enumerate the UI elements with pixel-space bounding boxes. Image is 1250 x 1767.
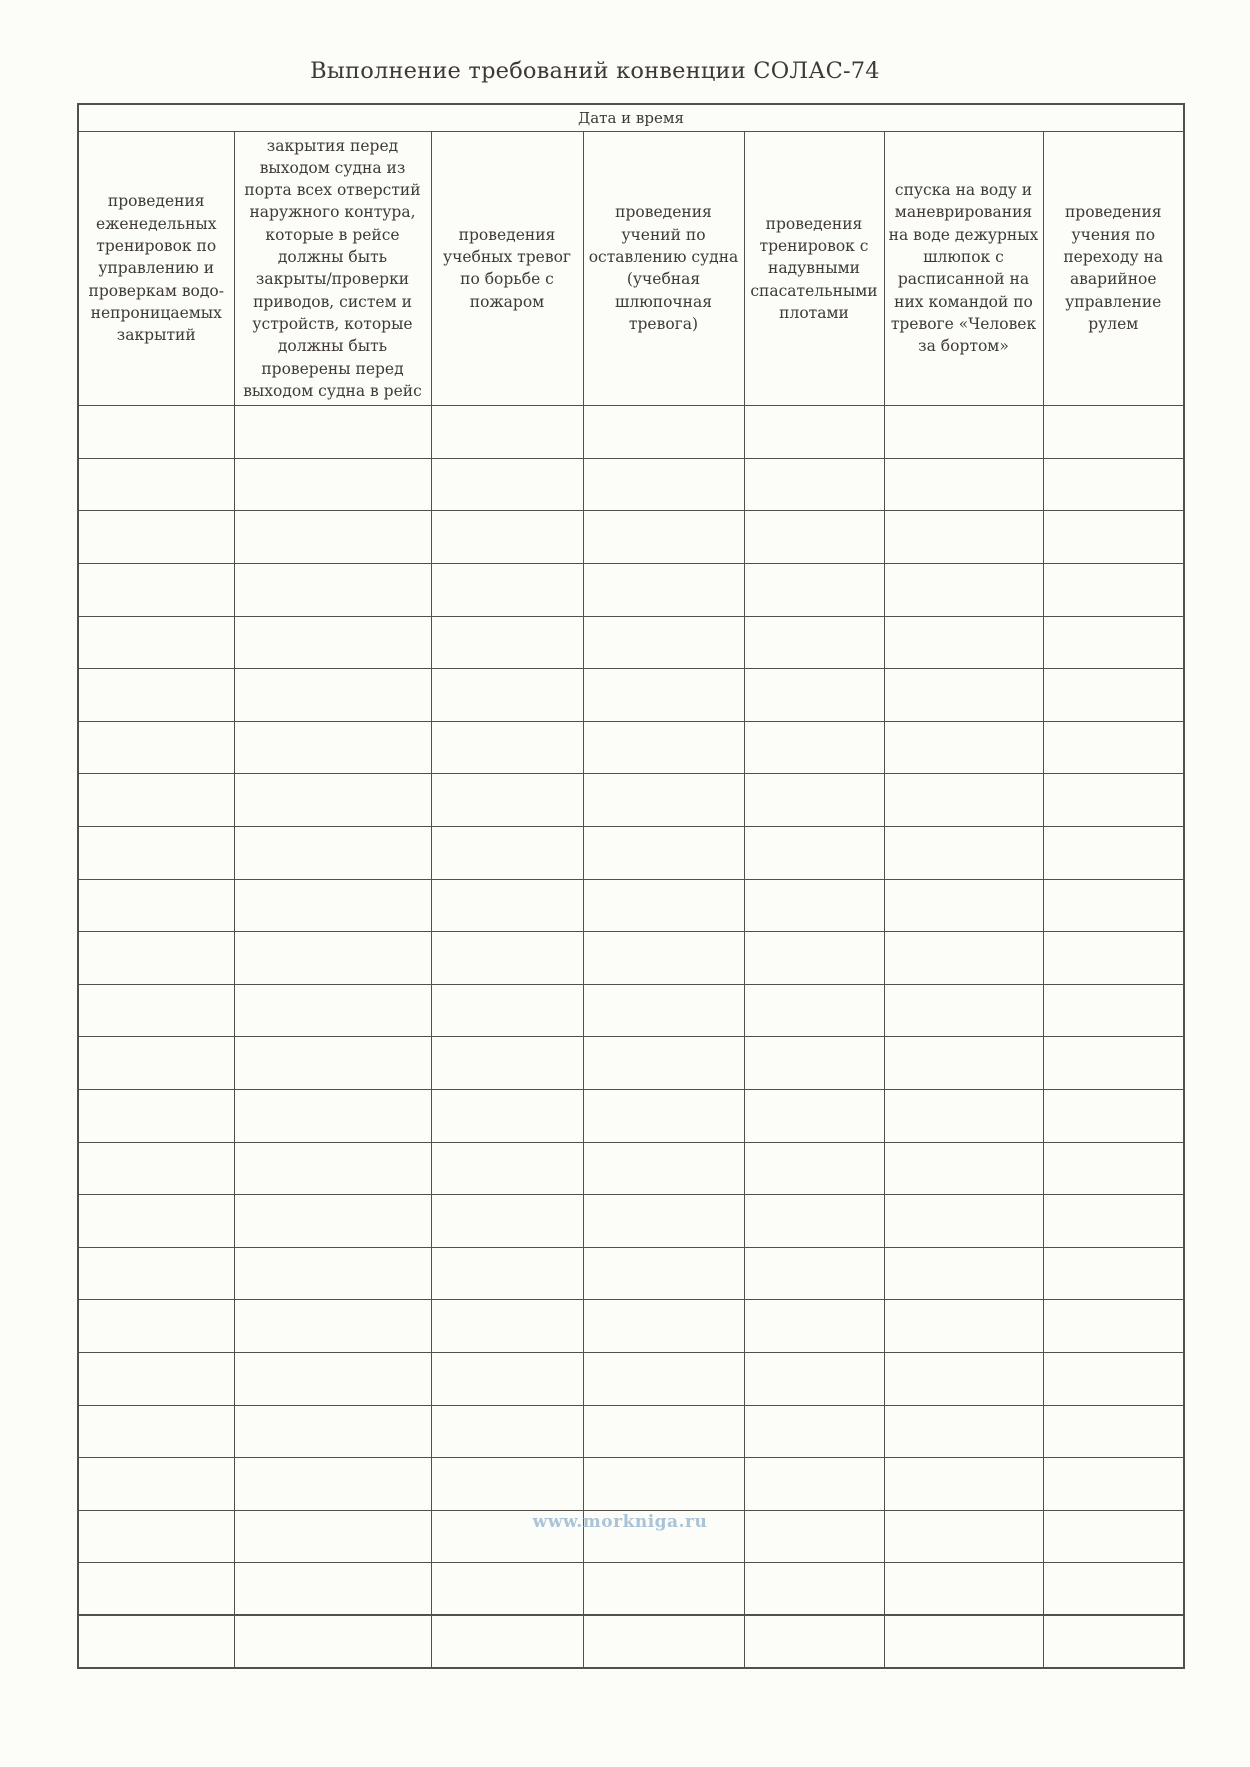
- empty-cell: [744, 406, 884, 459]
- empty-cell: [884, 669, 1043, 722]
- empty-cell: [431, 721, 583, 774]
- empty-cell: [884, 984, 1043, 1037]
- empty-cell: [583, 406, 744, 459]
- empty-cell: [884, 1247, 1043, 1300]
- table-row: [78, 827, 1184, 880]
- empty-cell: [884, 1405, 1043, 1458]
- column-header-weekly-watertight-drills: проведения еженедельных тренировок по управлению и проверкам водо-непроницаемых закрытий: [78, 131, 234, 406]
- empty-cell: [1043, 458, 1184, 511]
- empty-cell: [78, 406, 234, 459]
- empty-cell: [884, 1563, 1043, 1616]
- empty-cell: [744, 669, 884, 722]
- empty-cell: [1043, 1195, 1184, 1248]
- empty-cell: [431, 458, 583, 511]
- empty-cell: [583, 1142, 744, 1195]
- table-row: [78, 1405, 1184, 1458]
- empty-cell: [234, 1510, 431, 1563]
- table-row: [78, 1195, 1184, 1248]
- empty-cell: [583, 721, 744, 774]
- empty-cell: [1043, 1458, 1184, 1511]
- table-row: [78, 1352, 1184, 1405]
- table-row: [78, 616, 1184, 669]
- empty-cell: [744, 1615, 884, 1668]
- empty-cell: [884, 721, 1043, 774]
- table-row: [78, 669, 1184, 722]
- empty-cell: [583, 932, 744, 985]
- empty-cell: [234, 1615, 431, 1668]
- empty-cell: [884, 616, 1043, 669]
- empty-cell: [234, 1563, 431, 1616]
- empty-cell: [234, 511, 431, 564]
- empty-cell: [583, 511, 744, 564]
- empty-cell: [78, 564, 234, 617]
- table-row: [78, 721, 1184, 774]
- empty-cell: [583, 1195, 744, 1248]
- empty-cell: [431, 827, 583, 880]
- empty-cell: [431, 669, 583, 722]
- empty-cell: [583, 1300, 744, 1353]
- empty-cell: [884, 511, 1043, 564]
- column-header-rescue-boat-launch-drills: спуска на воду и маневрирования на воде дежурных шлюпок с расписанной на них командой по тревоге «Человек за бортом»: [884, 131, 1043, 406]
- empty-cell: [78, 1037, 234, 1090]
- empty-cell: [78, 669, 234, 722]
- empty-cell: [583, 669, 744, 722]
- empty-cell: [744, 984, 884, 1037]
- empty-cell: [431, 1300, 583, 1353]
- empty-cell: [583, 879, 744, 932]
- empty-cell: [1043, 1089, 1184, 1142]
- empty-cell: [234, 984, 431, 1037]
- empty-cell: [78, 1510, 234, 1563]
- empty-cell: [431, 406, 583, 459]
- empty-cell: [431, 1458, 583, 1511]
- empty-cell: [1043, 1563, 1184, 1616]
- empty-cell: [583, 1352, 744, 1405]
- empty-cell: [234, 774, 431, 827]
- empty-cell: [431, 616, 583, 669]
- empty-cell: [78, 1089, 234, 1142]
- empty-cell: [884, 1300, 1043, 1353]
- empty-cell: [884, 1352, 1043, 1405]
- empty-cell: [884, 932, 1043, 985]
- empty-cell: [234, 669, 431, 722]
- empty-cell: [583, 774, 744, 827]
- empty-cell: [1043, 1615, 1184, 1668]
- empty-cell: [1043, 721, 1184, 774]
- empty-cell: [234, 1195, 431, 1248]
- empty-cell: [744, 511, 884, 564]
- empty-cell: [744, 1195, 884, 1248]
- empty-cell: [78, 827, 234, 880]
- empty-cell: [744, 774, 884, 827]
- empty-cell: [884, 458, 1043, 511]
- solas-log-table: [77, 103, 1185, 1669]
- empty-cell: [78, 616, 234, 669]
- empty-cell: [1043, 564, 1184, 617]
- empty-cell: [583, 827, 744, 880]
- empty-cell: [78, 984, 234, 1037]
- table-row: [78, 1615, 1184, 1668]
- empty-cell: [1043, 1510, 1184, 1563]
- table-row: [78, 1247, 1184, 1300]
- empty-cell: [431, 1247, 583, 1300]
- empty-cell: [78, 511, 234, 564]
- empty-cell: [78, 932, 234, 985]
- empty-cell: [744, 1405, 884, 1458]
- empty-cell: [431, 774, 583, 827]
- empty-cell: [884, 1510, 1043, 1563]
- empty-cell: [234, 827, 431, 880]
- empty-cell: [78, 774, 234, 827]
- empty-cell: [431, 1142, 583, 1195]
- empty-cell: [78, 1458, 234, 1511]
- column-header-emergency-steering-drills: проведения учения по переходу на аварийное управление рулем: [1043, 131, 1184, 406]
- empty-cell: [1043, 827, 1184, 880]
- empty-cell: [234, 1142, 431, 1195]
- empty-cell: [583, 1405, 744, 1458]
- empty-cell: [78, 1142, 234, 1195]
- empty-cell: [744, 458, 884, 511]
- table-row: [78, 932, 1184, 985]
- empty-cell: [431, 984, 583, 1037]
- empty-cell: [744, 879, 884, 932]
- empty-cell: [431, 1037, 583, 1090]
- empty-cell: [234, 564, 431, 617]
- column-header-hull-openings-closure-checks: закрытия перед выходом судна из порта всех отверстий наружного контура, которые в рейсе должны быть закрыты/проверки приводов, систем и устройств, которые должны быть проверены перед выходом судна в рейс: [234, 131, 431, 406]
- empty-cell: [234, 1458, 431, 1511]
- empty-cell: [884, 774, 1043, 827]
- empty-cell: [78, 879, 234, 932]
- empty-cell: [78, 1405, 234, 1458]
- empty-cell: [583, 1089, 744, 1142]
- empty-cell: [744, 1352, 884, 1405]
- empty-cell: [744, 1510, 884, 1563]
- empty-cell: [744, 1458, 884, 1511]
- column-header-abandon-ship-drills: проведения учений по оставлению судна (учебная шлюпочная тревога): [583, 131, 744, 406]
- empty-cell: [744, 721, 884, 774]
- watermark: www.morkniga.ru: [532, 1512, 708, 1532]
- table-row: [78, 1563, 1184, 1616]
- empty-cell: [78, 1247, 234, 1300]
- table-row: [78, 406, 1184, 459]
- empty-cell: [431, 511, 583, 564]
- empty-cell: [234, 1405, 431, 1458]
- empty-cell: [234, 406, 431, 459]
- empty-cell: [78, 1563, 234, 1616]
- empty-cell: [234, 616, 431, 669]
- group-header-row: [78, 104, 1184, 131]
- empty-cell: [234, 1352, 431, 1405]
- column-header-fire-drills: проведения учебных тревог по борьбе с пожаром: [431, 131, 583, 406]
- empty-cell: [78, 458, 234, 511]
- table-row: [78, 1089, 1184, 1142]
- empty-cell: [1043, 511, 1184, 564]
- empty-cell: [234, 1089, 431, 1142]
- empty-cell: [234, 721, 431, 774]
- empty-cell: [583, 458, 744, 511]
- table-row: [78, 564, 1184, 617]
- empty-cell: [884, 1458, 1043, 1511]
- table-row: [78, 984, 1184, 1037]
- empty-cell: [884, 1089, 1043, 1142]
- empty-cell: [431, 1405, 583, 1458]
- empty-cell: [884, 1195, 1043, 1248]
- empty-cell: [744, 1037, 884, 1090]
- page-title: Выполнение требований конвенции СОЛАС-74: [310, 58, 880, 84]
- empty-cell: [583, 564, 744, 617]
- empty-cell: [431, 1563, 583, 1616]
- table-row: [78, 458, 1184, 511]
- table-row: [78, 1458, 1184, 1511]
- empty-cell: [884, 1142, 1043, 1195]
- empty-cell: [431, 1352, 583, 1405]
- empty-cell: [234, 1247, 431, 1300]
- empty-cell: [744, 1563, 884, 1616]
- empty-cell: [744, 1247, 884, 1300]
- empty-cell: [431, 932, 583, 985]
- table-row: [78, 1037, 1184, 1090]
- empty-cell: [1043, 669, 1184, 722]
- empty-cell: [583, 1247, 744, 1300]
- empty-cell: [431, 879, 583, 932]
- column-header-liferaft-trainings: проведения тренировок с надувными спасательными плотами: [744, 131, 884, 406]
- empty-cell: [1043, 1300, 1184, 1353]
- empty-cell: [744, 932, 884, 985]
- empty-cell: [583, 1458, 744, 1511]
- empty-cell: [1043, 1352, 1184, 1405]
- empty-cell: [78, 1352, 234, 1405]
- table-row: [78, 879, 1184, 932]
- empty-cell: [234, 1037, 431, 1090]
- empty-cell: [884, 406, 1043, 459]
- table-row: [78, 1300, 1184, 1353]
- empty-cell: [431, 1089, 583, 1142]
- empty-cell: [1043, 932, 1184, 985]
- empty-cell: [583, 1037, 744, 1090]
- empty-cell: [744, 1142, 884, 1195]
- empty-cell: [1043, 616, 1184, 669]
- empty-cell: [1043, 879, 1184, 932]
- empty-cell: [431, 564, 583, 617]
- empty-cell: [1043, 774, 1184, 827]
- empty-cell: [1043, 984, 1184, 1037]
- empty-cell: [234, 458, 431, 511]
- empty-cell: [234, 932, 431, 985]
- empty-cell: [884, 564, 1043, 617]
- empty-cell: [1043, 1037, 1184, 1090]
- empty-cell: [744, 564, 884, 617]
- empty-cell: [1043, 1142, 1184, 1195]
- empty-cell: [78, 1195, 234, 1248]
- empty-cell: [234, 1300, 431, 1353]
- empty-cell: [78, 1615, 234, 1668]
- empty-cell: [1043, 1405, 1184, 1458]
- empty-cell: [884, 827, 1043, 880]
- empty-cell: [884, 1615, 1043, 1668]
- column-header-row: [78, 131, 1184, 406]
- empty-cell: [744, 1089, 884, 1142]
- empty-entry-rows: [78, 406, 1184, 1668]
- empty-cell: [744, 616, 884, 669]
- empty-cell: [744, 1300, 884, 1353]
- empty-cell: [1043, 1247, 1184, 1300]
- empty-cell: [78, 1300, 234, 1353]
- table-row: [78, 511, 1184, 564]
- empty-cell: [583, 1615, 744, 1668]
- table-row: [78, 774, 1184, 827]
- table-row: [78, 1142, 1184, 1195]
- empty-cell: [78, 721, 234, 774]
- empty-cell: [1043, 406, 1184, 459]
- group-header-date-time: Дата и время: [78, 104, 1184, 131]
- empty-cell: [234, 879, 431, 932]
- empty-cell: [583, 1563, 744, 1616]
- empty-cell: [884, 879, 1043, 932]
- empty-cell: [884, 1037, 1043, 1090]
- empty-cell: [583, 984, 744, 1037]
- empty-cell: [744, 827, 884, 880]
- empty-cell: [431, 1195, 583, 1248]
- empty-cell: [583, 616, 744, 669]
- empty-cell: [431, 1615, 583, 1668]
